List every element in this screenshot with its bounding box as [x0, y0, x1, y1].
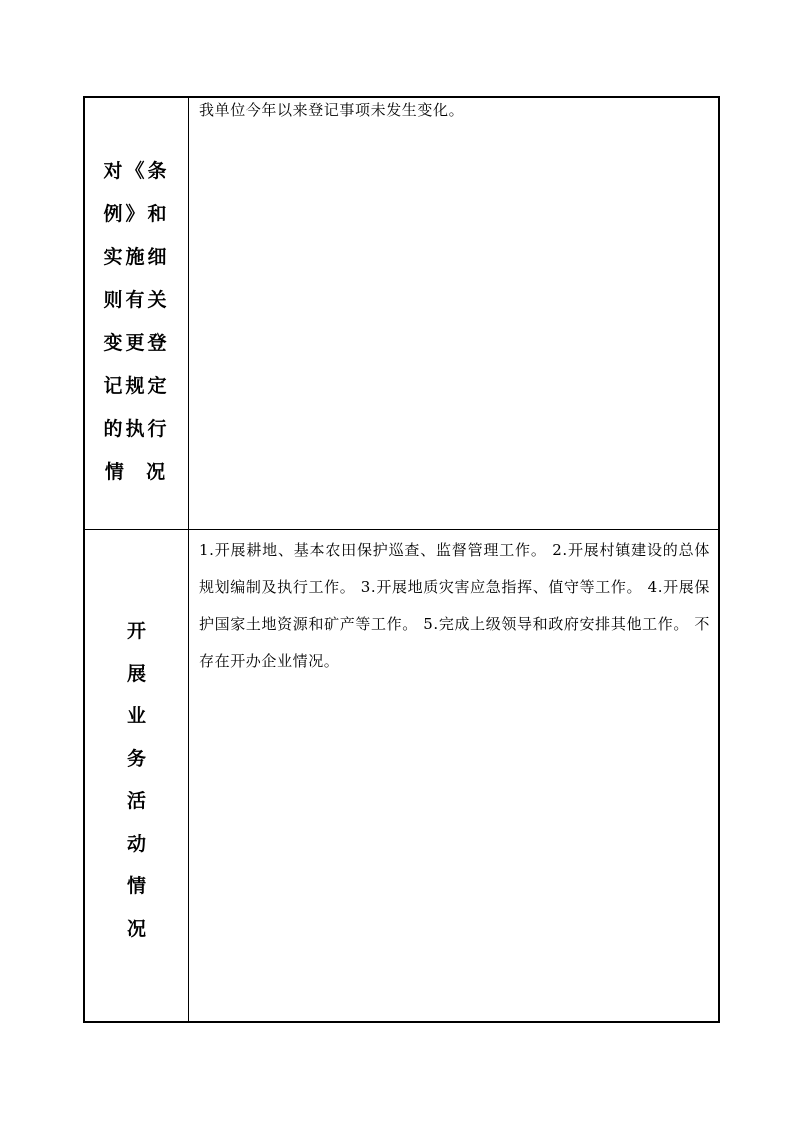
- label-line: 则有关: [103, 289, 170, 311]
- label-line: 情 况: [104, 461, 169, 483]
- label-line: 对《条: [103, 160, 170, 182]
- registration-changes-content-cell: [189, 98, 718, 529]
- registration-changes-label-cell: [85, 98, 189, 529]
- table-row-business-activities: [85, 530, 718, 1021]
- label-line: 实施细: [103, 246, 170, 268]
- label-line: 记规定: [103, 375, 170, 397]
- label-char: 展: [126, 662, 146, 685]
- business-activities-label-cell: [85, 530, 189, 1021]
- label-char: 动: [126, 832, 146, 855]
- business-activities-content-cell: [189, 530, 718, 1021]
- registration-changes-text: 我单位今年以来登记事项未发生变化。: [199, 101, 465, 119]
- label-line: 例》和: [103, 203, 170, 225]
- report-table: [83, 96, 720, 1023]
- label-char: 务: [126, 747, 146, 770]
- label-char: 况: [126, 917, 146, 940]
- business-activities-text: 1.开展耕地、基本农田保护巡查、监督管理工作。 2.开展村镇建设的总体规划编制及执行工作。 3.开展地质灾害应急指挥、值守等工作。 4.开展保护国家土地资源和矿产等工作。 5.完成上级领导和政府安排其他工作。 不存在开办企业情况。: [199, 541, 710, 670]
- label-line: 的执行: [103, 418, 170, 440]
- registration-changes-label: [85, 150, 188, 494]
- label-char: 情: [126, 875, 146, 897]
- label-char: 业: [126, 705, 146, 727]
- table-row-registration-changes: [85, 98, 718, 530]
- label-char: 开: [126, 620, 146, 642]
- business-activities-label: [85, 610, 188, 950]
- label-line: 变更登: [103, 332, 170, 354]
- label-char: 活: [126, 790, 146, 812]
